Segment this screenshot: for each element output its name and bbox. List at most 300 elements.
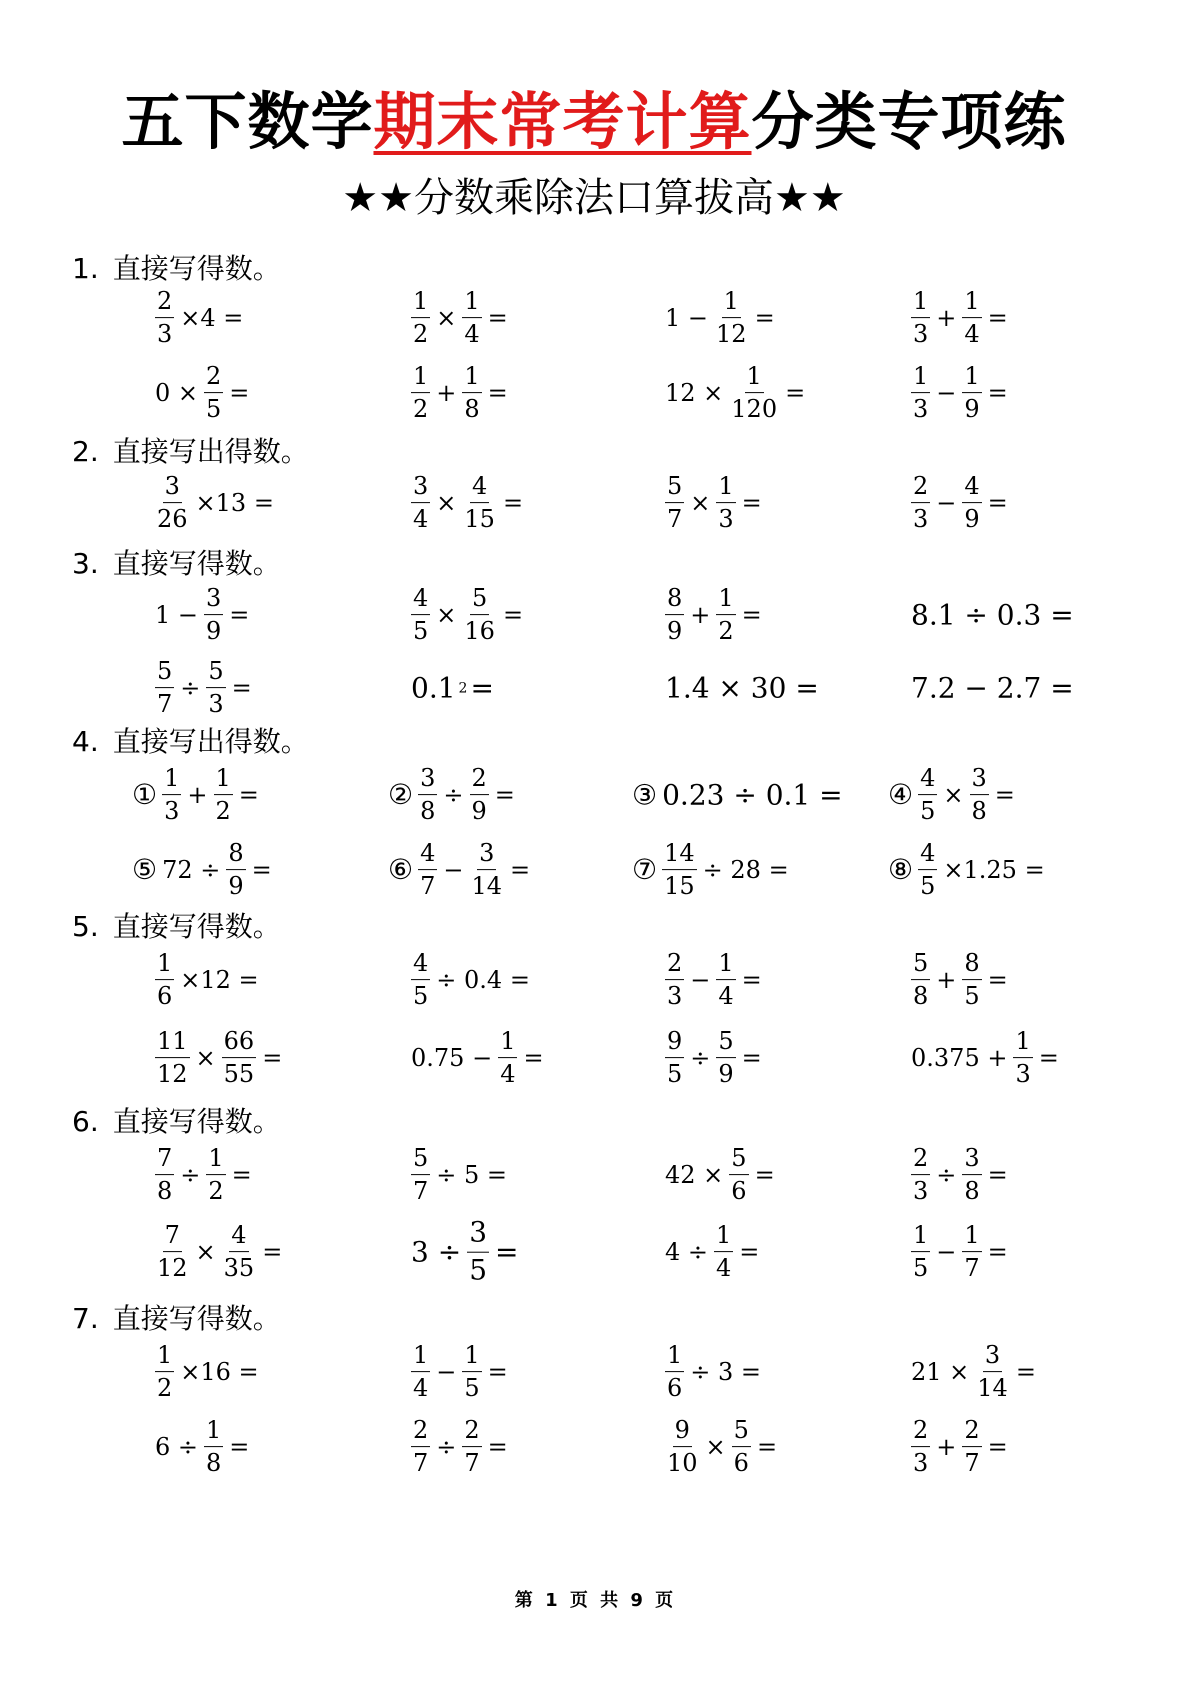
- numerator: 1: [962, 288, 981, 318]
- fraction: [962, 288, 981, 348]
- math-problem: [888, 840, 1048, 900]
- page-subtitle: ★★分数乘除法口算拔高★★: [342, 175, 846, 221]
- fraction: [462, 473, 497, 533]
- expression-text: =: [741, 601, 762, 629]
- fraction: [411, 1145, 430, 1205]
- fraction: [204, 585, 223, 645]
- expression-text: =: [251, 856, 272, 884]
- expression-text: ÷ 3 =: [690, 1358, 762, 1386]
- fraction: [665, 473, 684, 533]
- expression-text: =: [231, 674, 252, 702]
- fraction: [204, 1417, 223, 1477]
- math-problem: [908, 950, 1011, 1010]
- math-problem: [662, 473, 765, 533]
- numerator: 2: [411, 1417, 430, 1447]
- denominator: 7: [964, 1254, 980, 1283]
- numerator: 7: [155, 1145, 174, 1175]
- math-problem: [152, 658, 255, 718]
- section-label: 直接写得数。: [112, 910, 281, 943]
- expression-text: =: [741, 1044, 762, 1072]
- section-label: 直接写出得数。: [112, 435, 309, 468]
- expression-text: 42 ×: [665, 1161, 724, 1189]
- fraction: [470, 765, 489, 825]
- fraction: [226, 840, 245, 900]
- section-number: 5.: [72, 910, 99, 943]
- expression-text: ×: [436, 304, 457, 332]
- section-number: 4.: [72, 725, 99, 758]
- numerator: 3: [477, 840, 496, 870]
- denominator: 8: [964, 1177, 980, 1206]
- numerator: 1: [716, 473, 735, 503]
- fraction: [911, 1145, 930, 1205]
- denominator: 5: [913, 1254, 929, 1283]
- expression-text: =: [487, 1358, 508, 1386]
- numerator: 4: [962, 473, 981, 503]
- denominator: 9: [964, 395, 980, 424]
- fraction: [411, 363, 430, 423]
- expression-text: 0.75 −: [411, 1044, 493, 1072]
- math-problem: [388, 840, 533, 900]
- numerator: 4: [418, 840, 437, 870]
- math-problem: [152, 1028, 285, 1088]
- numerator: 3: [467, 1218, 489, 1253]
- denominator: 120: [731, 395, 778, 424]
- denominator: 8: [464, 395, 480, 424]
- denominator: 7: [413, 1449, 429, 1478]
- expression-text: ÷: [690, 1044, 711, 1072]
- expression-text: =: [238, 781, 259, 809]
- fraction: [732, 1417, 751, 1477]
- fraction: [962, 950, 981, 1010]
- numerator: 1: [722, 288, 741, 318]
- denominator: 3: [718, 505, 734, 534]
- numerator: 4: [229, 1222, 248, 1252]
- section-label: 直接写得数。: [112, 252, 281, 285]
- math-problem: [408, 950, 533, 1010]
- fraction: [411, 1417, 430, 1477]
- denominator: 8: [157, 1177, 173, 1206]
- expression-text: =: [987, 1161, 1008, 1189]
- expression-text: ×4 =: [180, 304, 244, 332]
- expression-text: =: [739, 1238, 760, 1266]
- fraction: [411, 585, 430, 645]
- numerator: 5: [716, 1028, 735, 1058]
- numerator: 7: [163, 1222, 182, 1252]
- numerator: 1: [1013, 1028, 1032, 1058]
- numerator: 3: [204, 585, 223, 615]
- denominator: 7: [464, 1449, 480, 1478]
- denominator: 4: [964, 320, 980, 349]
- denominator: 9: [964, 505, 980, 534]
- expression-text: ×: [705, 1433, 726, 1461]
- denominator: 55: [223, 1060, 255, 1089]
- numerator: 4: [470, 473, 489, 503]
- expression-text: ÷: [936, 1161, 957, 1189]
- denominator: 4: [464, 320, 480, 349]
- numerator: 3: [970, 765, 989, 795]
- expression-text: −: [936, 489, 957, 517]
- denominator: 3: [913, 1177, 929, 1206]
- denominator: 4: [413, 1374, 429, 1403]
- fraction: [467, 1215, 489, 1287]
- numerator: 1: [462, 1342, 481, 1372]
- denominator: 8: [971, 797, 987, 826]
- denominator: 5: [920, 872, 936, 901]
- section-number: 7.: [72, 1302, 99, 1335]
- math-problem: [908, 1222, 1011, 1282]
- problem-number: ④: [888, 778, 914, 812]
- denominator: 4: [718, 982, 734, 1011]
- denominator: 5: [920, 797, 936, 826]
- numerator: 1: [665, 1342, 684, 1372]
- fraction: [462, 1417, 481, 1477]
- fraction: [911, 363, 930, 423]
- denominator: 2: [718, 617, 734, 646]
- fraction: [716, 585, 735, 645]
- expression-text: =: [229, 379, 250, 407]
- expression-text: =: [487, 304, 508, 332]
- expression-text: ÷ 0.4 =: [436, 966, 530, 994]
- numerator: 1: [411, 1342, 430, 1372]
- numerator: 66: [222, 1028, 257, 1058]
- page-footer: 第 1 页 共 9 页: [514, 1590, 674, 1611]
- denominator: 5: [413, 982, 429, 1011]
- numerator: 1: [745, 363, 764, 393]
- expression-text: =: [262, 1238, 283, 1266]
- expression-text: ÷: [180, 674, 201, 702]
- denominator: 35: [223, 1254, 255, 1283]
- expression-text: ÷ 5 =: [436, 1161, 508, 1189]
- fraction: [970, 765, 989, 825]
- denominator: 8: [420, 797, 436, 826]
- expression-text: ×1.25 =: [943, 856, 1045, 884]
- numerator: 3: [418, 765, 437, 795]
- math-problem: [662, 363, 808, 423]
- denominator: 2: [413, 395, 429, 424]
- math-problem: [632, 840, 792, 900]
- expression-text: =: [756, 1433, 778, 1461]
- denominator: 4: [500, 1060, 516, 1089]
- math-problem: [662, 1417, 780, 1477]
- denominator: 3: [913, 320, 929, 349]
- denominator: 9: [718, 1060, 734, 1089]
- expression-text: ÷: [443, 781, 464, 809]
- denominator: 6: [667, 1374, 683, 1403]
- numerator: 1: [206, 1145, 225, 1175]
- fraction: [155, 1145, 174, 1205]
- math-problem: [908, 363, 1011, 423]
- fraction: [918, 765, 937, 825]
- expression-text: 21 ×: [911, 1358, 970, 1386]
- expression-text: =: [487, 1433, 508, 1461]
- fraction: [665, 1342, 684, 1402]
- numerator: 1: [411, 288, 430, 318]
- expression-text: =: [262, 1044, 283, 1072]
- expression-text: 0 ×: [155, 379, 199, 407]
- math-problem: [152, 473, 277, 533]
- numerator: 1: [155, 950, 174, 980]
- expression-text: 4 ÷: [665, 1238, 709, 1266]
- math-problem: [662, 672, 822, 705]
- expression-text: ×: [436, 601, 457, 629]
- expression-text: 3 ÷: [411, 1235, 462, 1269]
- numerator: 4: [918, 765, 937, 795]
- numerator: 1: [162, 765, 181, 795]
- denominator: 3: [913, 1449, 929, 1478]
- denominator: 26: [157, 505, 188, 534]
- fraction: [470, 840, 505, 900]
- fraction: [662, 840, 697, 900]
- section-number: 1.: [72, 252, 99, 285]
- numerator: 2: [911, 1145, 930, 1175]
- fraction: [214, 765, 233, 825]
- numerator: 5: [911, 950, 930, 980]
- numerator: 2: [470, 765, 489, 795]
- expression-text: =: [994, 781, 1015, 809]
- numerator: 14: [662, 840, 697, 870]
- fraction: [975, 1342, 1010, 1402]
- numerator: 1: [462, 288, 481, 318]
- title-prefix: 五下数学: [121, 85, 374, 158]
- numerator: 2: [665, 950, 684, 980]
- denominator: 3: [164, 797, 180, 826]
- expression-text: 0.1: [411, 671, 456, 705]
- fraction: [155, 288, 174, 348]
- math-problem: [152, 288, 246, 348]
- math-problem: [662, 950, 765, 1010]
- denominator: 9: [471, 797, 487, 826]
- problem-number: ⑦: [632, 853, 658, 887]
- denominator: 3: [667, 982, 683, 1011]
- section-number: 2.: [72, 435, 99, 468]
- problem-number: ①: [132, 778, 158, 812]
- denominator: 2: [157, 1374, 173, 1403]
- denominator: 16: [464, 617, 495, 646]
- math-problem: [908, 1342, 1039, 1402]
- denominator: 3: [1015, 1060, 1031, 1089]
- fraction: [155, 1222, 190, 1282]
- fraction: [716, 473, 735, 533]
- denominator: 6: [731, 1177, 747, 1206]
- fraction: [222, 1222, 257, 1282]
- numerator: 8: [226, 840, 245, 870]
- denominator: 6: [733, 1449, 749, 1478]
- numerator: 2: [911, 1417, 930, 1447]
- denominator: 2: [215, 797, 231, 826]
- section-number: 3.: [72, 547, 99, 580]
- math-problem: [408, 1342, 511, 1402]
- expression-text: =: [987, 379, 1008, 407]
- math-problem: [152, 1145, 255, 1205]
- fraction: [155, 1342, 174, 1402]
- exponent: 2: [458, 680, 468, 696]
- expression-text: =: [470, 671, 494, 705]
- expression-text: 8.1 ÷ 0.3 =: [911, 598, 1074, 632]
- denominator: 12: [716, 320, 747, 349]
- expression-text: ×16 =: [180, 1358, 259, 1386]
- numerator: 9: [673, 1417, 692, 1447]
- math-problem: [888, 765, 1018, 825]
- fraction: [911, 950, 930, 1010]
- denominator: 2: [208, 1177, 224, 1206]
- math-problem: [908, 473, 1011, 533]
- numerator: 1: [962, 363, 981, 393]
- section-label: 直接写得数。: [112, 1302, 281, 1335]
- problem-number: ⑥: [388, 853, 414, 887]
- section-heading: [72, 720, 309, 760]
- fraction: [418, 840, 437, 900]
- expression-text: =: [494, 781, 515, 809]
- fraction: [411, 950, 430, 1010]
- math-problem: [152, 950, 262, 1010]
- fraction: [716, 950, 735, 1010]
- expression-text: ×: [943, 781, 964, 809]
- fraction: [155, 1028, 190, 1088]
- denominator: 4: [716, 1254, 732, 1283]
- expression-text: =: [987, 1433, 1008, 1461]
- denominator: 3: [208, 690, 224, 719]
- expression-text: =: [987, 1238, 1008, 1266]
- denominator: 3: [913, 395, 929, 424]
- numerator: 2: [911, 473, 930, 503]
- denominator: 5: [464, 1374, 480, 1403]
- expression-text: =: [785, 379, 806, 407]
- numerator: 3: [962, 1145, 981, 1175]
- fraction: [962, 1222, 981, 1282]
- denominator: 14: [471, 872, 503, 901]
- numerator: 1: [911, 363, 930, 393]
- math-problem: [662, 1342, 764, 1402]
- fraction: [665, 1417, 700, 1477]
- fraction: [714, 288, 749, 348]
- fraction: [962, 1417, 981, 1477]
- denominator: 15: [464, 505, 495, 534]
- numerator: 4: [918, 840, 937, 870]
- expression-text: 1 −: [665, 304, 709, 332]
- expression-text: =: [487, 379, 508, 407]
- section-heading: [72, 247, 281, 287]
- math-problem: [132, 840, 275, 900]
- fraction: [411, 1342, 430, 1402]
- expression-text: ÷ 28 =: [702, 856, 789, 884]
- numerator: 11: [155, 1028, 190, 1058]
- math-problem: [152, 1342, 262, 1402]
- math-problem: [408, 473, 526, 533]
- math-problem: [152, 585, 252, 645]
- math-problem: [408, 288, 511, 348]
- section-heading: [72, 1100, 281, 1140]
- denominator: 5: [206, 395, 222, 424]
- fraction: [714, 1222, 733, 1282]
- numerator: 3: [163, 473, 182, 503]
- fraction: [155, 473, 190, 533]
- denominator: 14: [977, 1374, 1008, 1403]
- numerator: 1: [911, 288, 930, 318]
- denominator: 7: [413, 1177, 429, 1206]
- denominator: 5: [469, 1253, 488, 1287]
- numerator: 1: [411, 363, 430, 393]
- expression-text: 72 ÷: [162, 856, 221, 884]
- math-problem: [908, 672, 1077, 705]
- denominator: 2: [413, 320, 429, 349]
- denominator: 10: [667, 1449, 698, 1478]
- numerator: 5: [665, 473, 684, 503]
- expression-text: =: [987, 304, 1008, 332]
- math-problem: [662, 585, 765, 645]
- section-heading: [72, 542, 281, 582]
- math-problem: [662, 1028, 765, 1088]
- expression-text: =: [495, 1235, 519, 1269]
- math-problem: [908, 1417, 1011, 1477]
- numerator: 3: [411, 473, 430, 503]
- math-problem: [152, 1222, 285, 1282]
- numerator: 2: [204, 363, 223, 393]
- fraction: [729, 363, 779, 423]
- expression-text: +: [436, 379, 457, 407]
- expression-text: =: [502, 489, 524, 517]
- expression-text: ×: [436, 489, 457, 517]
- denominator: 7: [420, 872, 436, 901]
- fraction: [729, 1145, 748, 1205]
- expression-text: =: [741, 489, 762, 517]
- math-problem: [408, 1028, 547, 1088]
- expression-text: +: [187, 781, 208, 809]
- fraction: [462, 1342, 481, 1402]
- math-problem: [132, 765, 262, 825]
- math-problem: [908, 599, 1077, 632]
- math-problem: [662, 1222, 762, 1282]
- expression-text: =: [1038, 1044, 1059, 1072]
- expression-text: ÷: [180, 1161, 201, 1189]
- fraction: [204, 363, 223, 423]
- numerator: 1: [204, 1417, 223, 1447]
- numerator: 2: [962, 1417, 981, 1447]
- numerator: 1: [962, 1222, 981, 1252]
- fraction: [1013, 1028, 1032, 1088]
- expression-text: 12 ×: [665, 379, 724, 407]
- fraction: [155, 950, 174, 1010]
- fraction: [911, 1417, 930, 1477]
- problem-number: ⑤: [132, 853, 158, 887]
- expression-text: 0.375 +: [911, 1044, 1008, 1072]
- numerator: 4: [411, 950, 430, 980]
- fraction: [918, 840, 937, 900]
- fraction: [206, 1145, 225, 1205]
- denominator: 5: [413, 617, 429, 646]
- denominator: 9: [667, 617, 683, 646]
- expression-text: −: [436, 1358, 457, 1386]
- math-problem: [388, 765, 518, 825]
- numerator: 5: [729, 1145, 748, 1175]
- fraction: [498, 1028, 517, 1088]
- math-problem: [662, 288, 778, 348]
- fraction: [462, 585, 497, 645]
- problem-number: ⑧: [888, 853, 914, 887]
- fraction: [411, 288, 430, 348]
- denominator: 12: [157, 1060, 188, 1089]
- expression-text: =: [231, 1161, 252, 1189]
- fraction: [962, 1145, 981, 1205]
- section-number: 6.: [72, 1105, 99, 1138]
- numerator: 9: [665, 1028, 684, 1058]
- numerator: 2: [462, 1417, 481, 1447]
- expression-text: =: [987, 966, 1008, 994]
- numerator: 2: [155, 288, 174, 318]
- numerator: 1: [911, 1222, 930, 1252]
- fraction: [411, 473, 430, 533]
- expression-text: =: [510, 856, 531, 884]
- numerator: 5: [732, 1417, 751, 1447]
